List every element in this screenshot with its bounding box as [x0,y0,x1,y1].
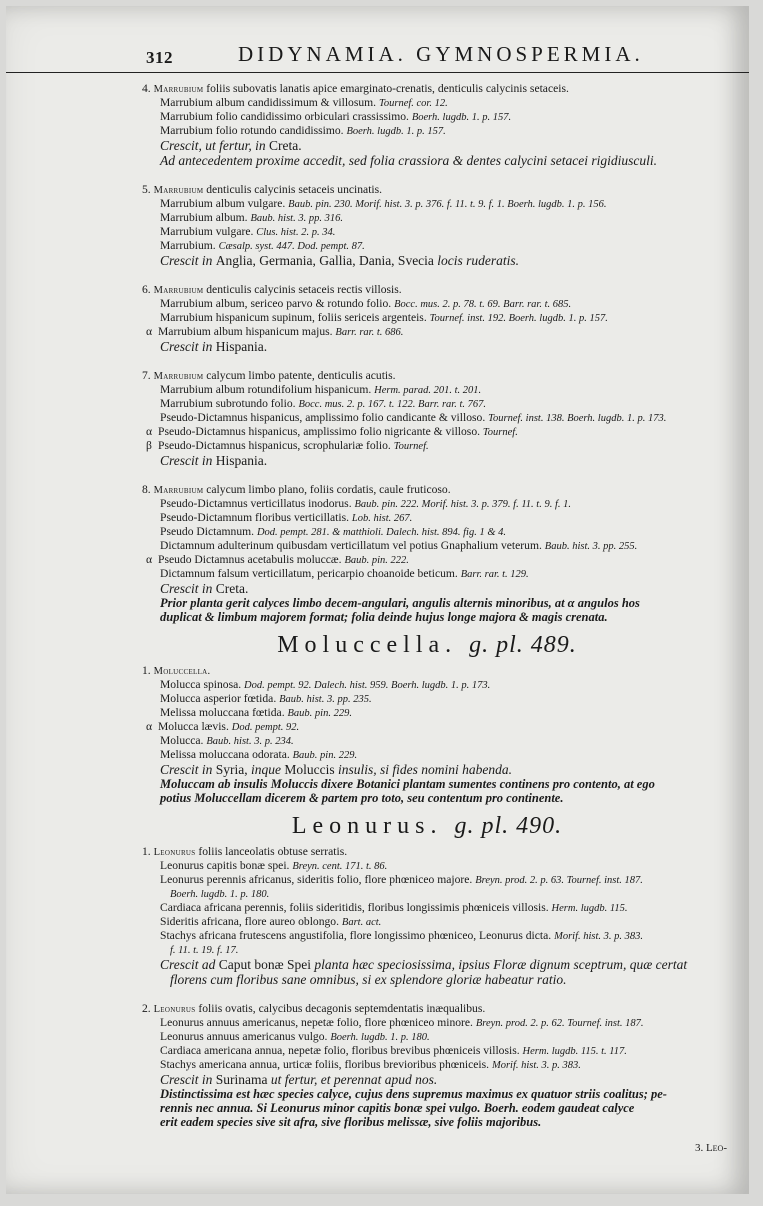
species-entry [142,1002,742,1129]
text-line [142,873,742,887]
species-entry [142,845,742,987]
text-span: Crescit in [160,581,216,596]
text-span: Moluccam ab insulis Moluccis dixere Botanici plantam sumentes continens pro contento, at ego [160,777,655,791]
text-line [142,610,742,624]
text-line [142,339,742,354]
text-line [142,791,742,805]
text-line [142,887,742,901]
citation: Boerh. lugdb. 1. p. 157. [346,126,446,137]
text-line [142,845,742,859]
text-span: Prior planta gerit calyces limbo decem-angulari, angulis alternis minoribus, at α angulos hos [160,596,640,610]
running-title: DIDYNAMIA. GYMNOSPERMIA. [238,42,644,66]
text-span: 6. [142,283,154,296]
genus-name: Leonurus. [291,813,443,839]
text-span: Marrubium album rotundifolium hispanicum. [160,383,375,396]
text-span: 8. [142,483,154,496]
text-line [142,692,742,706]
text-span: Boerh. [483,1101,519,1115]
text-span: Marrubium folio rotundo candidissimo. [160,124,347,137]
text-line [142,678,742,692]
species-entry [142,664,742,805]
page-content [142,82,742,1144]
text-line [142,483,742,497]
text-span: Dictamnum adulterinum quibusdam verticillatum vel potius Gnaphalium veterum. [160,539,545,552]
citation: Lob. hist. 267. [351,513,413,524]
text-line [142,734,742,748]
species-entry [142,82,742,168]
text-line [142,411,742,425]
text-span: Crescit in [160,253,216,268]
citation: Baub. pin. 229. [292,750,358,761]
text-span: foliis subovatis lanatis apice emarginato-crenatis, denticulis calycinis setaceis. [203,82,569,95]
text-span: duplicat & limbum majorem format; folia deinde hujus longe majora & magis crenata. [160,610,608,624]
text-line [142,720,742,734]
citation: Baub. hist. 3. p. 234. [206,736,294,747]
citation: Baub. hist. 3. pp. 235. [279,694,372,705]
text-line [142,511,742,525]
citation: Baub. hist. 3. pp. 255. [544,541,638,552]
text-span: Leonurus annuus americanus, nepetæ folio, flore phœniceo minore. [160,1016,476,1029]
genus-name-inline: Marrubium [153,285,204,296]
text-line [142,748,742,762]
citation: f. 11. t. 19. f. 17. [170,945,239,956]
text-span: insulis, si fides nomini habenda. [338,762,513,777]
citation: Dod. pempt. 92. [231,722,300,733]
text-span: Anglia, Germania, Gallia, Dania, Svecia [215,253,438,268]
text-span: Surinama [215,1072,271,1087]
genus-name-inline: Marrubium [153,185,204,196]
citation: Cæsalp. syst. 447. Dod. pempt. 87. [218,241,365,252]
text-line [142,915,742,929]
genus-name-inline: Marrubium [153,485,204,496]
text-line [142,497,742,511]
text-line [142,1072,742,1087]
citation: Bart. act. [341,917,382,928]
variety-marker: α [146,425,153,438]
citation: Baub. pin. 222. [344,555,409,566]
page-number: 312 [146,48,173,67]
text-span: Marrubium album, sericeo parvo & rotundo folio. [160,297,395,310]
text-span: locis ruderatis. [437,253,520,268]
citation: Breyn. prod. 2. p. 63. Tournef. inst. 187. [475,875,643,886]
genus-reference: g. pl. 489. [469,632,577,658]
text-line [142,1058,742,1072]
text-span: Pseudo Dictamnum. [160,525,257,538]
genus-name-inline: Moluccella. [153,666,211,677]
text-span: Crescit in [160,339,216,354]
variety-marker: α [146,553,153,566]
text-line [142,239,742,253]
text-span: Hispania. [215,453,268,468]
text-line [142,297,742,311]
text-line [142,82,742,96]
text-span: Sideritis africana, flore aureo oblongo. [160,915,342,928]
text-line [142,1016,742,1030]
citation: Boerh. lugdb. 1. p. 180. [330,1032,430,1043]
text-line [142,1002,742,1016]
citation: Tournef. [393,441,429,452]
text-span: foliis ovatis, calycibus decagonis septemdentatis inæqualibus. [195,1002,486,1015]
citation: Tournef. [482,427,518,438]
text-line [142,1030,742,1044]
citation: Baub. pin. 229. [287,708,352,719]
text-span: Melissa moluccana fœtida. [160,706,288,719]
citation: Barr. rar. t. 129. [460,569,529,580]
species-entry [142,369,742,468]
citation: Dod. pempt. 281. & matthioli. Dalech. hist. 894. fig. 1 & 4. [256,527,507,538]
text-line [142,901,742,915]
text-span: Marrubium album hispanicum majus. [158,325,336,338]
text-span: Pseudo Dictamnus acetabulis moluccæ. [158,553,345,566]
text-line [142,110,742,124]
text-line [142,762,742,777]
text-span: Molucca spinosa. [160,678,245,691]
text-line [142,383,742,397]
text-span: Crescit in [160,1072,216,1087]
citation: Morif. hist. 3. p. 383. [491,1060,581,1071]
citation: Baub. pin. 230. Morif. hist. 3. p. 376. f. 11. t. 9. f. 1. Boerh. lugdb. 1. p. 156. [288,199,607,210]
text-line [142,929,742,943]
text-span: Crescit in [160,762,216,777]
text-span: Syria, [215,762,251,777]
variety-marker: α [146,325,153,338]
text-span: Cardiaca africana perennis, foliis sideritidis, floribus longissimis phœniceis villosis. [160,901,552,914]
genus-name-inline: Leonurus [153,1004,196,1015]
text-line [142,253,742,268]
genus-name-inline: Leonurus [153,847,196,858]
text-line [142,539,742,553]
text-span: Leonurus perennis africanus, sideritis folio, flore phœniceo majore. [160,873,476,886]
genus-reference: g. pl. 490. [454,813,563,839]
text-span: Marrubium album candidissimum & villosum. [160,96,379,109]
text-line [142,124,742,138]
text-span: Marrubium. [160,239,219,252]
text-line [142,664,742,678]
genus-name-inline: Marrubium [153,84,204,95]
citation: Baub. pin. 222. Morif. hist. 3. p. 379. f. 11. t. 9. f. 1. [354,499,572,510]
text-span: florens cum floribus sane omnibus, si ex splendore gloriæ habeatur ratio. [170,972,567,987]
text-line [142,943,742,957]
text-line [142,369,742,383]
text-span: erit eadem species sive sit afra, sive floribus melissæ, sive foliis majoribus. [160,1115,542,1129]
text-line [142,567,742,581]
text-line [142,225,742,239]
text-span: foliis lanceolatis obtuse serratis. [195,845,348,858]
text-span: Distinctissima est hæc species calyce, cujus dens supremus maximus ex quatuor striis coalitus; pe- [160,1087,667,1101]
page-header [6,42,749,73]
text-line [142,453,742,468]
text-span: inque [251,762,285,777]
citation: Dod. pempt. 92. Dalech. hist. 959. Boerh. lugdb. 1. p. 173. [244,680,491,691]
text-line [142,596,742,610]
species-entry [142,283,742,354]
text-span: Crescit ad [160,957,219,972]
text-line [142,197,742,211]
text-line [142,425,742,439]
text-span: 4. [142,82,154,95]
text-span: Creta. [215,581,249,596]
text-span: Dictamnum falsum verticillatum, pericarpio choanoide beticum. [160,567,461,580]
text-line [142,183,742,197]
text-span: Marrubium hispanicum supinum, foliis sericeis argenteis. [160,311,430,324]
text-span: rennis nec annua. Si Leonurus minor capitis bonæ spei vulgo. [160,1101,484,1115]
text-span: Ad antecedentem proxime accedit, sed folia crassiora & dentes calycini setacei rigidiusculi. [160,153,658,168]
citation: Tournef. inst. 138. Boerh. lugdb. 1. p. 173. [488,413,667,424]
text-span: 1. [142,845,154,858]
text-span: Stachys americana annua, urticæ foliis, floribus brevioribus phœniceis. [160,1058,492,1071]
text-line [142,1101,742,1115]
text-line [142,1044,742,1058]
text-line [142,957,742,972]
text-span: Marrubium folio candidissimo orbiculari crassissimo. [160,110,412,123]
text-span: Marrubium album. [160,211,251,224]
text-span: Creta. [269,138,302,153]
text-line [142,972,742,987]
text-span: Leonurus annuus americanus vulgo. [160,1030,331,1043]
text-span: Moluccis [284,762,338,777]
text-span: Pseudo-Dictamnus hispanicus, scrophulariæ folio. [158,439,394,452]
citation: Tournef. cor. 12. [378,98,448,109]
text-line [142,325,742,339]
text-span: ut fertur, et perennat apud nos. [270,1072,438,1087]
text-line [142,96,742,110]
genus-name-inline: Marrubium [153,371,204,382]
text-span: Molucca asperior fœtida. [160,692,280,705]
text-line [142,153,742,168]
text-span: Stachys africana frutescens angustifolia, flore longissimo phœniceo, Leonurus dicta. [160,929,555,942]
text-span: Hispania. [215,339,268,354]
text-line [142,311,742,325]
text-span: denticulis calycinis setaceis uncinatis. [203,183,383,196]
text-line [142,211,742,225]
text-span: Pseudo-Dictamnus hispanicus, amplissimo folio candicante & villoso. [160,411,489,424]
text-line [142,439,742,453]
text-span: 7. [142,369,154,382]
text-span: Melissa moluccana odorata. [160,748,293,761]
text-span: eodem gaudeat calyce [518,1101,635,1115]
text-span: Marrubium vulgare. [160,225,257,238]
text-span: Marrubium album vulgare. [160,197,289,210]
citation: Boerh. lugdb. 1. p. 157. [411,112,512,123]
text-span: Pseudo-Dictamnus hispanicus, amplissimo folio nigricante & villoso. [158,425,483,438]
text-span: Molucca. [160,734,207,747]
genus-heading [112,813,742,839]
citation: Bocc. mus. 2. p. 78. t. 69. Barr. rar. t. 685. [394,299,572,310]
citation: Barr. rar. t. 686. [335,327,404,338]
text-line [142,1115,742,1129]
text-span: planta hæc speciosissima, ipsius Floræ dignum sceptrum, quæ certat [314,957,688,972]
citation: Morif. hist. 3. p. 383. [554,931,644,942]
text-span: 5. [142,183,154,196]
text-line [142,553,742,567]
book-page [6,6,749,1194]
text-line [142,1087,742,1101]
variety-marker: α [146,720,153,733]
text-span: Molucca lævis. [158,720,232,733]
text-line [142,777,742,791]
text-line [142,581,742,596]
text-span: potius Moluccellam dicerem & partem pro toto, seu contentum pro continente. [160,791,564,805]
genus-name: Moluccella. [277,632,458,658]
citation: Clus. hist. 2. p. 34. [256,227,336,238]
text-span: Leonurus capitis bonæ spei. [160,859,293,872]
citation: Boerh. lugdb. 1. p. 180. [170,889,270,900]
text-span: 1. [142,664,154,677]
citation: Breyn. prod. 2. p. 62. Tournef. inst. 187. [475,1018,644,1029]
text-line [142,706,742,720]
text-line [142,397,742,411]
citation: Bocc. mus. 2. p. 167. t. 122. Barr. rar. t. 767. [298,399,487,410]
citation: Herm. parad. 201. t. 201. [374,385,482,396]
citation: Breyn. cent. 171. t. 86. [292,861,388,872]
text-span: denticulis calycinis setaceis rectis villosis. [203,283,402,296]
text-span: Crescit in [160,453,216,468]
text-span: calycum limbo patente, denticulis acutis. [203,369,396,382]
citation: Herm. lugdb. 115. [551,903,628,914]
text-span: 2. [142,1002,154,1015]
species-entry [142,483,742,624]
text-line [142,138,742,153]
genus-heading [112,632,742,658]
text-span: Cardiaca americana annua, nepetæ folio, floribus brevibus phœniceis villosis. [160,1044,523,1057]
text-span: calycum limbo plano, foliis cordatis, caule fruticoso. [203,483,451,496]
text-span: Pseudo-Dictamnus verticillatus inodorus. [160,497,355,510]
citation: Herm. lugdb. 115. t. 117. [522,1046,627,1057]
text-span: Caput bonæ Spei [218,957,315,972]
text-span: Marrubium subrotundo folio. [160,397,299,410]
text-line [142,283,742,297]
text-span: Pseudo-Dictamnum floribus verticillatis. [160,511,352,524]
catchword: 3. Leo- [694,1142,727,1154]
text-span: Crescit, ut fertur, in [160,138,270,153]
text-line [142,859,742,873]
text-line [142,525,742,539]
variety-marker: β [146,439,152,452]
species-entry [142,183,742,268]
citation: Tournef. inst. 192. Boerh. lugdb. 1. p. 157. [429,313,608,324]
citation: Baub. hist. 3. pp. 316. [250,213,343,224]
